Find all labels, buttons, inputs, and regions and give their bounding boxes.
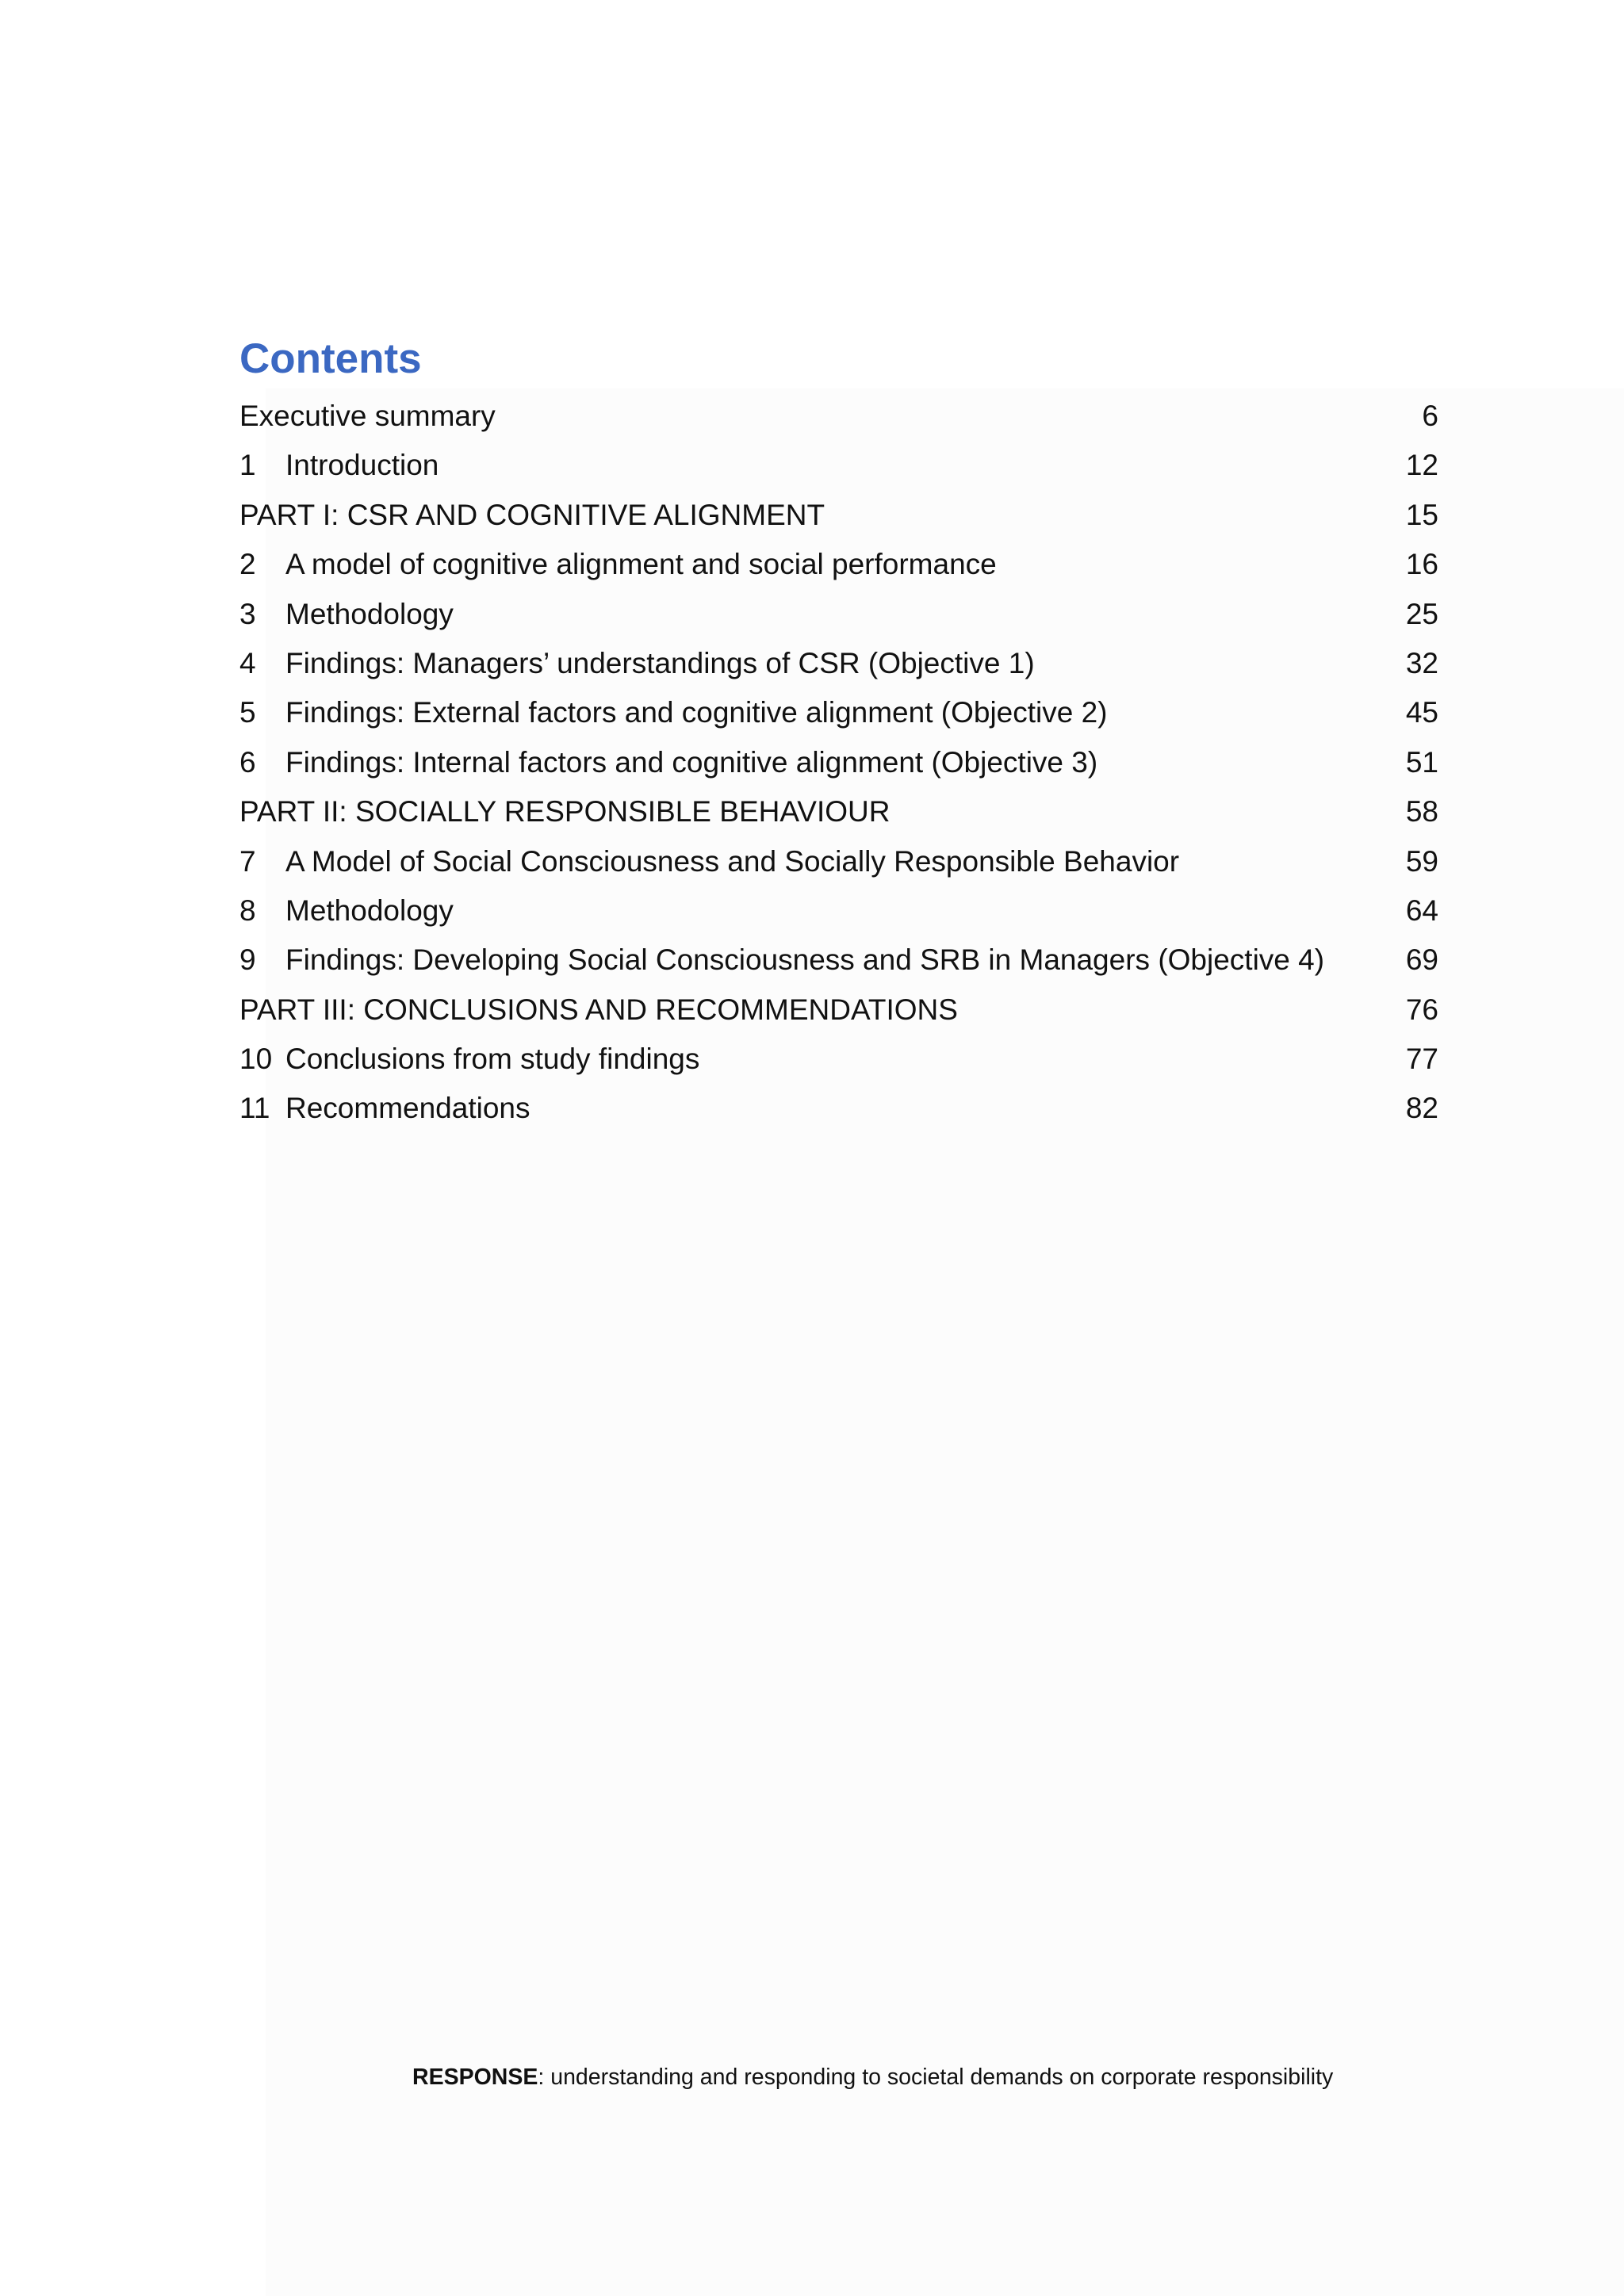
toc-entry-title: PART I: CSR AND COGNITIVE ALIGNMENT (239, 498, 825, 531)
toc-entry-title: Findings: External factors and cognitive alignment (Objective 2) (285, 696, 1108, 729)
toc-entry-page: 59 (1405, 844, 1438, 878)
toc-entry[interactable] (239, 1039, 1438, 1089)
toc-entry-number: 3 (239, 597, 256, 630)
toc-entry[interactable] (239, 940, 1438, 989)
toc-entry-page: 32 (1405, 646, 1438, 679)
toc-entry-title: PART III: CONCLUSIONS AND RECOMMENDATIONS (239, 993, 958, 1026)
toc-entry-page: 25 (1405, 597, 1438, 630)
toc-entry-title: Introduction (285, 449, 439, 482)
toc-entry-title: Findings: Managers’ understandings of CSR (Objective 1) (285, 646, 1035, 679)
footer-tagline: : understanding and responding to societal demands on corporate responsibility (538, 2064, 1334, 2090)
toc-entry-number: 4 (239, 646, 256, 679)
toc-entry-number: 5 (239, 696, 256, 729)
toc-entry[interactable] (239, 396, 1438, 446)
toc-entry-number: 8 (239, 894, 256, 927)
toc-entry-title: Methodology (285, 894, 454, 927)
toc-entry-title: PART II: SOCIALLY RESPONSIBLE BEHAVIOUR (239, 795, 891, 828)
toc-entry[interactable] (239, 644, 1438, 693)
toc-entry[interactable] (239, 891, 1438, 940)
footer (412, 2061, 1333, 2093)
toc-entry[interactable] (239, 792, 1438, 841)
toc-entry-number: 9 (239, 943, 256, 977)
toc-entry-title: Findings: Developing Social Consciousness and SRB in Managers (Objective 4) (285, 943, 1325, 977)
toc-entry-number: 6 (239, 745, 256, 779)
toc-entry-title: A model of cognitive alignment and social performance (285, 548, 997, 581)
toc-entry-number: 1 (239, 449, 256, 482)
table-of-contents (239, 396, 1438, 1138)
toc-entry-title: Recommendations (285, 1092, 530, 1125)
toc-entry[interactable] (239, 842, 1438, 891)
toc-entry[interactable] (239, 693, 1438, 742)
toc-entry[interactable] (239, 743, 1438, 792)
toc-entry-page: 77 (1405, 1043, 1438, 1076)
toc-entry-number: 7 (239, 844, 256, 878)
toc-entry[interactable] (239, 1089, 1438, 1138)
toc-entry[interactable] (239, 595, 1438, 644)
toc-entry-title: Conclusions from study findings (285, 1043, 700, 1076)
toc-entry-page: 51 (1405, 745, 1438, 779)
toc-entry-number: 11 (239, 1092, 270, 1125)
toc-entry[interactable] (239, 990, 1438, 1039)
toc-entry-title: Findings: Internal factors and cognitive alignment (Objective 3) (285, 745, 1098, 779)
toc-entry-page: 45 (1405, 696, 1438, 729)
toc-entry-number: 10 (239, 1043, 273, 1076)
toc-entry-page: 76 (1405, 993, 1438, 1026)
toc-entry-page: 16 (1405, 548, 1438, 581)
toc-entry-page: 6 (1422, 400, 1438, 432)
toc-entry-title: A Model of Social Consciousness and Socially Responsible Behavior (285, 844, 1180, 878)
toc-entry[interactable] (239, 545, 1438, 594)
footer-project-name: RESPONSE (412, 2064, 538, 2090)
toc-entry[interactable] (239, 446, 1438, 495)
toc-entry-title: Executive summary (239, 400, 496, 432)
toc-entry[interactable] (239, 496, 1438, 545)
toc-entry-page: 58 (1405, 795, 1438, 828)
toc-entry-page: 15 (1405, 498, 1438, 531)
contents-heading: Contents (239, 335, 422, 382)
toc-entry-title: Methodology (285, 597, 454, 630)
toc-entry-page: 69 (1405, 943, 1438, 977)
toc-entry-page: 64 (1405, 894, 1438, 927)
toc-entry-page: 82 (1405, 1092, 1438, 1125)
toc-entry-page: 12 (1405, 449, 1438, 482)
toc-entry-number: 2 (239, 548, 256, 581)
